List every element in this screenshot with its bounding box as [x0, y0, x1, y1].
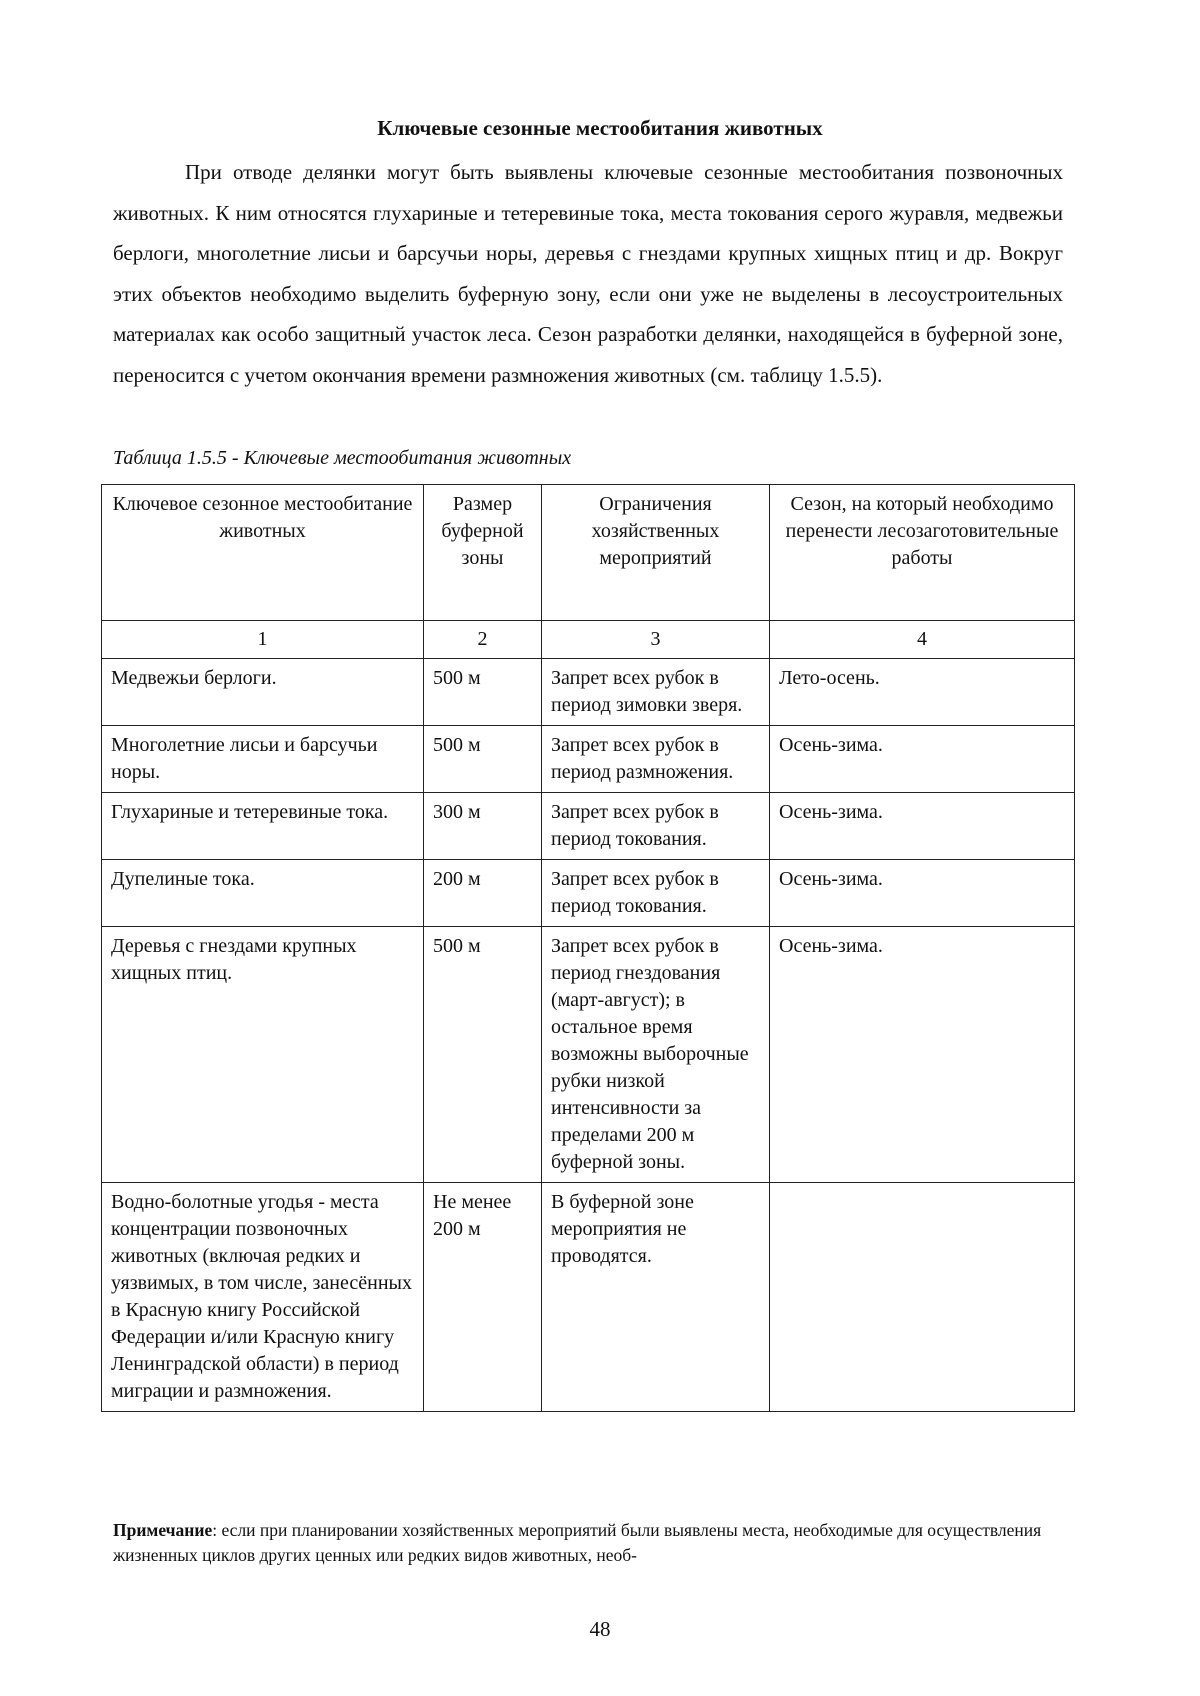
cell-restrictions: Запрет всех рубок в период токования. — [542, 860, 770, 927]
table-row — [102, 793, 1075, 860]
column-number: 3 — [542, 621, 770, 659]
page-number: 48 — [589, 1617, 611, 1641]
cell-restrictions: Запрет всех рубок в период токования. — [542, 793, 770, 860]
cell-buffer: 500 м — [424, 659, 542, 726]
column-number: 2 — [424, 621, 542, 659]
cell-restrictions: В буферной зоне мероприятия не проводятся. — [542, 1183, 770, 1412]
table-row — [102, 726, 1075, 793]
header-cell-habitat: Ключевое сезонное местообитание животных — [102, 485, 424, 621]
table-row — [102, 860, 1075, 927]
cell-habitat: Глухариные и тетеревиные тока. — [102, 793, 424, 860]
table-note — [113, 1518, 1063, 1568]
table-header-row — [102, 485, 1075, 621]
table-row — [102, 927, 1075, 1183]
body-paragraph: При отводе делянки могут быть выявлены ключевые сезонные местообитания позвоночных животных. К ним относятся глухариные и тетеревиные тока, места токования серого журавля, медвежьи берлоги, многолетние лисьи и барсучьи норы, деревья с гнездами крупных хищных птиц и др. Вокруг этих объектов необходимо выделить буферную зону, если они уже не выделены в лесоустроительных материалах как особо защитный участок леса. Сезон разработки делянки, находящейся в буферной зоне, переносится с учетом окончания времени размножения животных (см. таблицу 1.5.5). — [113, 160, 1063, 387]
cell-restrictions: Запрет всех рубок в период гнездования (март-август); в остальное время возможны выборочные рубки низкой интенсивности за пределами 200 м буферной зоны. — [542, 927, 770, 1183]
cell-season: Лето-осень. — [770, 659, 1075, 726]
table-row — [102, 659, 1075, 726]
cell-habitat: Многолетние лисьи и барсучьи норы. — [102, 726, 424, 793]
cell-buffer: 200 м — [424, 860, 542, 927]
section-heading: Ключевые сезонные местообитания животных — [377, 116, 823, 140]
table-number-row — [102, 621, 1075, 659]
header-cell-buffer: Размер буферной зоны — [424, 485, 542, 621]
cell-restrictions: Запрет всех рубок в период зимовки зверя. — [542, 659, 770, 726]
cell-buffer: 500 м — [424, 927, 542, 1183]
header-cell-season: Сезон, на который необходимо перенести лесозаготовительные работы — [770, 485, 1075, 621]
cell-season: Осень-зима. — [770, 860, 1075, 927]
cell-restrictions: Запрет всех рубок в период размножения. — [542, 726, 770, 793]
cell-habitat: Медвежьи берлоги. — [102, 659, 424, 726]
cell-buffer: 500 м — [424, 726, 542, 793]
column-number: 4 — [770, 621, 1075, 659]
note-text: : если при планировании хозяйственных мероприятий были выявлены места, необходимые для осуществления жизненных циклов других ценных или редких видов животных, необ- — [113, 1520, 1042, 1565]
cell-season: Осень-зима. — [770, 793, 1075, 860]
cell-season — [770, 1183, 1075, 1412]
cell-buffer: Не менее 200 м — [424, 1183, 542, 1412]
habitats-table — [101, 484, 1075, 1412]
cell-habitat: Деревья с гнездами крупных хищных птиц. — [102, 927, 424, 1183]
cell-habitat: Дупелиные тока. — [102, 860, 424, 927]
note-label: Примечание — [113, 1520, 213, 1540]
cell-season: Осень-зима. — [770, 726, 1075, 793]
cell-buffer: 300 м — [424, 793, 542, 860]
table-row — [102, 1183, 1075, 1412]
cell-season: Осень-зима. — [770, 927, 1075, 1183]
table-caption: Таблица 1.5.5 - Ключевые местообитания животных — [113, 447, 572, 469]
header-cell-restrictions: Ограничения хозяйственных мероприятий — [542, 485, 770, 621]
column-number: 1 — [102, 621, 424, 659]
cell-habitat: Водно-болотные угодья - места концентрации позвоночных животных (включая редких и уязвимых, в том числе, занесённых в Красную книгу Российской Федерации и/или Красную книгу Ленинградской области) в период миграции и размножения. — [102, 1183, 424, 1412]
